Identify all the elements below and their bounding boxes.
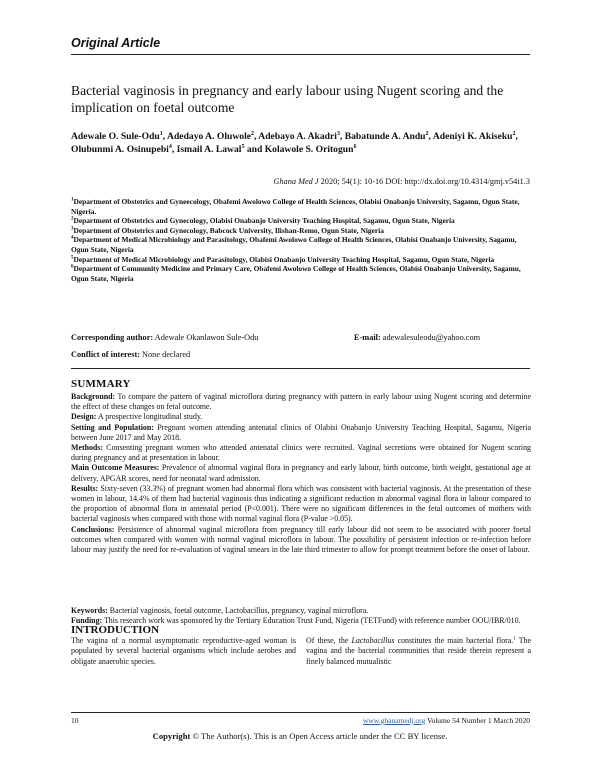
citation-line [71, 177, 530, 186]
summary-item [71, 484, 531, 525]
summary-text: To compare the pattern of vaginal microflora during pregnancy with pattern in early labour using Nugent scoring and determine the effect of these changes on fetal outcome. [71, 392, 531, 412]
introduction-heading: INTRODUCTION [71, 624, 160, 636]
summary-label: Methods: [71, 443, 103, 453]
summary-item [71, 443, 531, 463]
summary-item [71, 463, 531, 483]
summary-label: Conclusions: [71, 524, 115, 534]
affiliation-item [71, 226, 531, 236]
affiliations [71, 197, 531, 283]
conflict-of-interest [71, 350, 190, 359]
email-label: E-mail: [354, 333, 381, 342]
page-number: 10 [71, 716, 79, 725]
footer-journal-info [363, 716, 530, 725]
author-affiliation-sup: 2 [512, 130, 516, 137]
summary-text: Sixty-seven (33.3%) of pregnant women had abnormal flora which was consistent with bacterial vaginosis. At the presentation of these women in labour, 14.4% of them had bacterial vaginosis thus indicating a significant reduction in abnormal vaginal flora in labour compared to the proportion of abnormal flora in antenatal period (P<0.001). There were no significant differences in the fetal outcomes of mothers with bacterial vaginosis when compared with those with normal vaginal flora (P-value >0.05). [71, 483, 531, 524]
footer-rule [71, 712, 530, 713]
summary-label: Results: [71, 483, 99, 493]
conflict-label: Conflict of interest: [71, 350, 140, 359]
affiliation-text: Department of Medical Microbiology and Parasitology, Obafemi Awolowo College of Health Sciences, Olabisi Onabanjo University, Sagamu, Ogun State, Nigeria [71, 235, 517, 254]
intro-text-c: The vagina and the bacterial communities that reside therein represent a finely balanced mutualistic [306, 636, 531, 666]
affiliation-text: Department of Medical Microbiology and Parasitology, Olabisi Onabanjo University Teaching Hospital, Sagamu, Ogun State, Nigeria [73, 254, 495, 264]
author-separator: , [162, 131, 168, 142]
copyright-line [0, 731, 600, 741]
summary-text: Pregnant women attending antenatal clinics of Olabisi Onabanjo University Teaching Hospital, Sagamu, Nigeria between June 2017 and May 2018. [71, 422, 531, 442]
author-separator: , [254, 131, 259, 142]
author-affiliation-sup: 3 [336, 130, 340, 137]
funding-text: This research work was sponsored by the Tertiary Education Trust Fund, Nigeria (TETFund) with reference number OOU/IBR/010. [102, 616, 521, 626]
article-title: Bacterial vaginosis in pregnancy and early labour using Nugent scoring and the implication on foetal outcome [71, 83, 504, 115]
affiliation-item [71, 255, 531, 265]
citation-ref[interactable]: 1 [513, 636, 516, 642]
journal-url-link[interactable]: www.ghanamedj.org [363, 716, 426, 725]
summary-text: Prevalence of abnormal vaginal flora in pregnancy and early labour, birth outcome, birth weight, gestational age at delivery, APGAR scores, need for neonatal ward admission. [71, 463, 531, 483]
affiliation-number: 6 [71, 264, 74, 270]
author-separator: , [339, 131, 345, 142]
author-name: Adebayo A. Akadri [258, 131, 337, 142]
author-affiliation-sup: 2 [425, 130, 429, 137]
affiliation-item [71, 264, 531, 283]
summary-heading: SUMMARY [71, 378, 131, 390]
author-name: Adewale O. Sule-Odu [71, 131, 160, 142]
corresponding-label: Corresponding author: [71, 333, 154, 342]
summary-item [71, 392, 531, 412]
author-list [71, 130, 531, 156]
intro-paragraph-2 [306, 636, 531, 667]
citation-details: 2020; 54(1): 10-16 DOI: http://dx.doi.org/10.4314/gmj.v54i1.3 [318, 177, 530, 186]
affiliation-text: Department of Community Medicine and Primary Care, Obafemi Awolowo College of Health Sciences, Olabisi Onabanjo University, Sagamu, Ogun State, Nigeria [71, 264, 521, 283]
author-name: Olubunmi A. Osinupebi [71, 144, 169, 155]
conflict-text: None declared [139, 350, 191, 359]
issue-info: Volume 54 Number 1 March 2020 [425, 716, 530, 725]
keywords-label: Keywords: [71, 606, 108, 615]
intro-text-a: Of these, the [306, 636, 352, 645]
summary-body [71, 392, 531, 555]
summary-label: Design: [71, 412, 97, 422]
author-affiliation-sup: 4 [168, 143, 172, 150]
summary-label: Background: [71, 392, 116, 401]
intro-italic-term: Lactobacillus [351, 636, 395, 645]
affiliation-text: Department of Obstetrics and Gyneecology, Obafemi Awolowo College of Health Sciences, Olabisi Onabanjo University, Sagamu, Ogun State, Nigeria. [71, 197, 520, 216]
section-label: Original Article [71, 36, 161, 50]
introduction-column-2 [306, 636, 531, 667]
author-name: Kolawole S. Oritogun [264, 144, 354, 155]
author-affiliation-sup: 1 [159, 130, 163, 137]
keywords-text: Bacterial vaginosis, foetal outcome, Lactobacillus, pregnancy, vaginal microflora. [107, 606, 369, 615]
affiliation-number: 5 [71, 255, 74, 261]
affiliation-number: 4 [71, 235, 74, 241]
summary-rule [71, 368, 530, 369]
affiliation-number: 2 [71, 216, 74, 222]
author-affiliation-sup: 2 [251, 130, 255, 137]
journal-name: Ghana Med J [273, 177, 319, 186]
copyright-text: © The Author(s). This is an Open Access article under the CC BY license. [190, 731, 448, 741]
author-separator: and [244, 144, 265, 155]
summary-item [71, 412, 531, 422]
header-rule [71, 54, 530, 55]
affiliation-number: 1 [71, 197, 74, 203]
author-name: Adedayo A. Oluwole [167, 131, 252, 142]
summary-label: Setting and Population: [71, 422, 154, 432]
summary-text: Consenting pregnant women who attended antenatal clinics were recruited. Vaginal secretions were obtained for Nugent scoring during pregnancy and at presentation in labour. [71, 443, 531, 463]
introduction-column-1 [71, 636, 296, 667]
email-address[interactable]: adewalesuleodu@yahoo.com [380, 333, 481, 342]
author-name: Babatunde A. Andu [344, 131, 426, 142]
affiliation-text: Department of Obstetrics and Gynecology, Babcock University, Ilishan-Remo, Ogun State, Nigeria [73, 225, 384, 235]
corresponding-author [71, 333, 531, 342]
summary-label: Main Outcome Measures: [71, 463, 160, 473]
intro-text-b: constitutes the main bacterial flora. [394, 636, 514, 645]
affiliation-number: 3 [71, 226, 74, 232]
author-separator: , [515, 131, 518, 142]
affiliation-item [71, 197, 531, 216]
affiliation-text: Department of Obstetrics and Gynecology, Olabisi Onabanjo University Teaching Hospital, Sagamu, Ogun State, Nigeria [73, 216, 455, 226]
corresponding-name: Adewale Okanlawon Sule-Odu [153, 333, 259, 342]
summary-item [71, 423, 531, 443]
author-name: Adeniyi K. Akiseku [432, 131, 513, 142]
author-separator: , [171, 144, 177, 155]
author-separator: , [428, 131, 433, 142]
affiliation-item [71, 216, 531, 226]
author-affiliation-sup: 6 [353, 143, 357, 150]
copyright-label: Copyright [152, 731, 191, 741]
summary-text: Persistence of abnormal vaginal microflora from pregnancy till early labour did not seem to be associated with poorer foetal outcomes when compared with women with normal vaginal microflora in labour. The possibility of persistent infection or re-infection before labour may justify the need for re-evaluation of vaginal smears in the late third trimester to allow for prompt treatment before the onset of labour. [71, 524, 531, 555]
author-affiliation-sup: 5 [241, 143, 245, 150]
summary-item [71, 525, 531, 556]
author-name: Ismail A. Lawal [176, 144, 242, 155]
intro-paragraph-1: The vagina of a normal asymptomatic reproductive-aged woman is populated by several bacterial organisms which include aerobes and obligate anaerobic species. [71, 636, 296, 666]
summary-text: A prospective longitudinal study. [96, 412, 203, 422]
keywords [71, 606, 531, 616]
affiliation-item [71, 235, 531, 254]
funding-label: Funding: [71, 616, 103, 626]
